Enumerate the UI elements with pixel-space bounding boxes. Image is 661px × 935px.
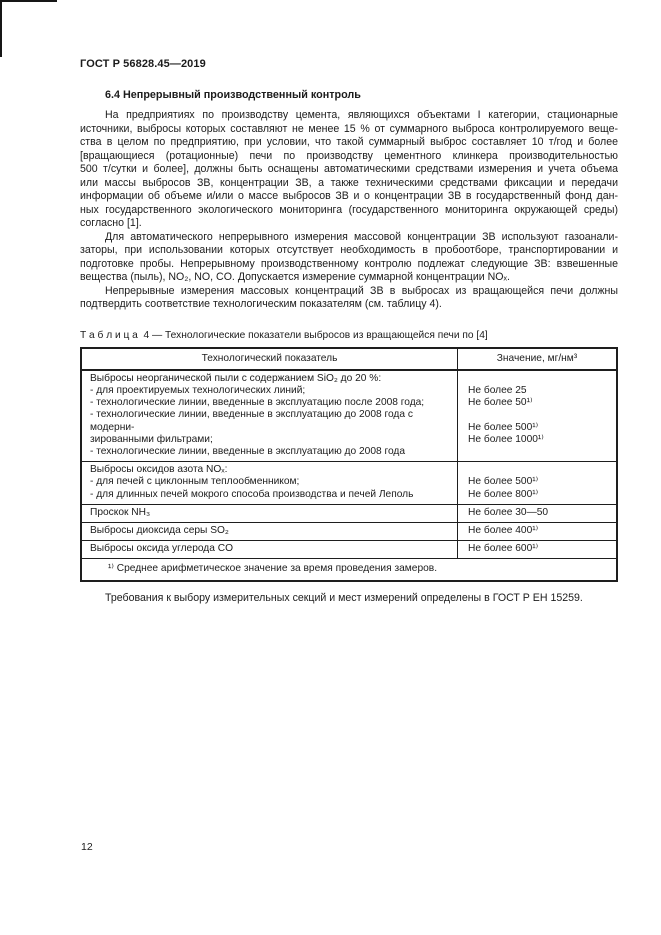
text-line: Не более 500¹⁾ [468,476,539,488]
text-line: источники, выбросы которых составляют не менее 15 % от суммарного выброса контролируемого веще- [80,122,618,135]
page-content [80,58,618,605]
indicator-cell [82,523,458,540]
text-line: Не более 25 [468,384,527,396]
text-line: - для проектируемых технологических линий; [90,384,306,396]
text-line: Непрерывные измерения массовых концентраций ЗВ в выбросах из вращающейся печи должны [105,284,618,297]
closing-text-block [80,592,618,606]
text-line: или массы выбросов ЗВ, концентрации ЗВ, а также техническими средствами фиксации и передачи [80,176,618,189]
indicator-cell [82,541,458,558]
text-line: Не более 400¹⁾ [468,524,539,536]
text-line: подготовке пробы. Непрерывному производственному контролю подлежат следующие ЗВ: взвешенные [80,257,618,270]
text-line: Не более 500¹⁾ [468,421,539,433]
text-line: Требования к выбору измерительных секций и мест измерений определены в ГОСТ Р ЕН 15259. [105,591,583,604]
value-cell [458,523,616,540]
text-line [468,464,606,476]
closing-paragraph [80,592,618,606]
paragraph-1 [80,109,618,231]
header-cell-value: Значение, мг/нм³ [496,352,578,364]
text-line: Для автоматического непрерывного измерения массовой концентрации ЗВ используют газоанали- [105,230,618,243]
text-line: информации об объеме и/или о массе выбросов ЗВ и о концентрации ЗВ в государственный фонд дан- [80,190,618,202]
text-line: - для печей с циклонным теплообменником; [90,476,300,488]
emissions-table [80,347,618,582]
text-line: На предприятиях по производству цемента, являющихся объектами I категории, стационарные [105,109,618,121]
header-cell-indicator: Технологический показатель [82,349,458,369]
indicator-cell [82,371,458,461]
page-number: 12 [81,841,93,853]
indicator-cell [82,505,458,522]
value-cell [458,541,616,558]
text-line: Выбросы диоксида серы SO₂ [90,524,229,536]
table-caption: Т а б л и ц а 4 — Технологические показатели выбросов из вращающейся печи по [4] [80,329,488,341]
text-line: Не более 50¹⁾ [468,397,533,409]
text-line: Не более 800¹⁾ [468,488,539,500]
scan-edge-artifact-left [0,0,2,57]
text-line: подтвердить соответствие технологическим показателям (см. таблицу 4). [80,298,442,310]
text-line: Выбросы неорганической пыли с содержанием SiO₂ до 20 %: [90,372,382,384]
value-cell [458,371,616,461]
text-line: - технологические линии, введенные в эксплуатацию до 2008 года [90,445,406,457]
text-line: ства в целом по предприятию, при условии, что такой суммарный выброс составляет 10 т/год и более [80,136,618,148]
text-line: - технологические линии, введенные в эксплуатацию после 2008 года; [90,397,425,409]
table-row-nh3 [82,504,616,522]
text-line: - технологические линии, введенные в эксплуатацию до 2008 года с модерни- [90,409,413,433]
text-line: вещества (пыль), NO₂, NO, CO. Допускается измерение суммарной концентрации NOₓ. [80,271,510,283]
text-line: 500 т/сутки и более], должны быть оснащены автоматическими средствами измерения и учета объема [80,163,618,175]
text-line: Не более 30—50 [468,506,549,518]
body-text-block [80,109,618,312]
table-row-co [82,540,616,558]
text-line: согласно [1]. [80,217,142,229]
indicator-cell [82,462,458,504]
text-line [468,409,606,421]
table-header-row [82,349,616,369]
text-line: [вращающиеся (ротационные) печи по производству цементного клинкера производительностью [80,149,618,162]
text-line: Не более 1000¹⁾ [468,433,544,445]
table-footnote: ¹⁾ Среднее арифметическое значение за время проведения замеров. [82,558,616,579]
value-cell [458,462,616,504]
value-cell [458,505,616,522]
text-line [468,373,606,385]
standard-code: ГОСТ Р 56828.45—2019 [80,58,206,70]
text-line: Выбросы оксидов азота NOₓ: [90,464,228,476]
text-line: Выбросы оксида углерода CO [90,543,234,555]
text-line: зированными фильтрами; [90,433,213,445]
table-row-nox [82,461,616,504]
table-row-so2 [82,522,616,540]
section-heading: 6.4 Непрерывный производственный контроль [105,89,361,101]
paragraph-3 [80,285,618,312]
text-line: - для длинных печей мокрого способа производства и печей Леполь [90,488,414,500]
text-line: заторы, при использовании которых отсутствует необходимость в пробоотборе, транспортировании и [80,244,618,256]
table-row-dust [82,369,616,461]
paragraph-2 [80,231,618,285]
text-line: ных государственного экологического мониторинга (государственного мониторинга окружающей среды) [80,203,618,216]
text-line: Проскок NH₃ [90,506,151,518]
scan-edge-artifact-top [0,0,57,2]
text-line: Не более 600¹⁾ [468,543,539,555]
